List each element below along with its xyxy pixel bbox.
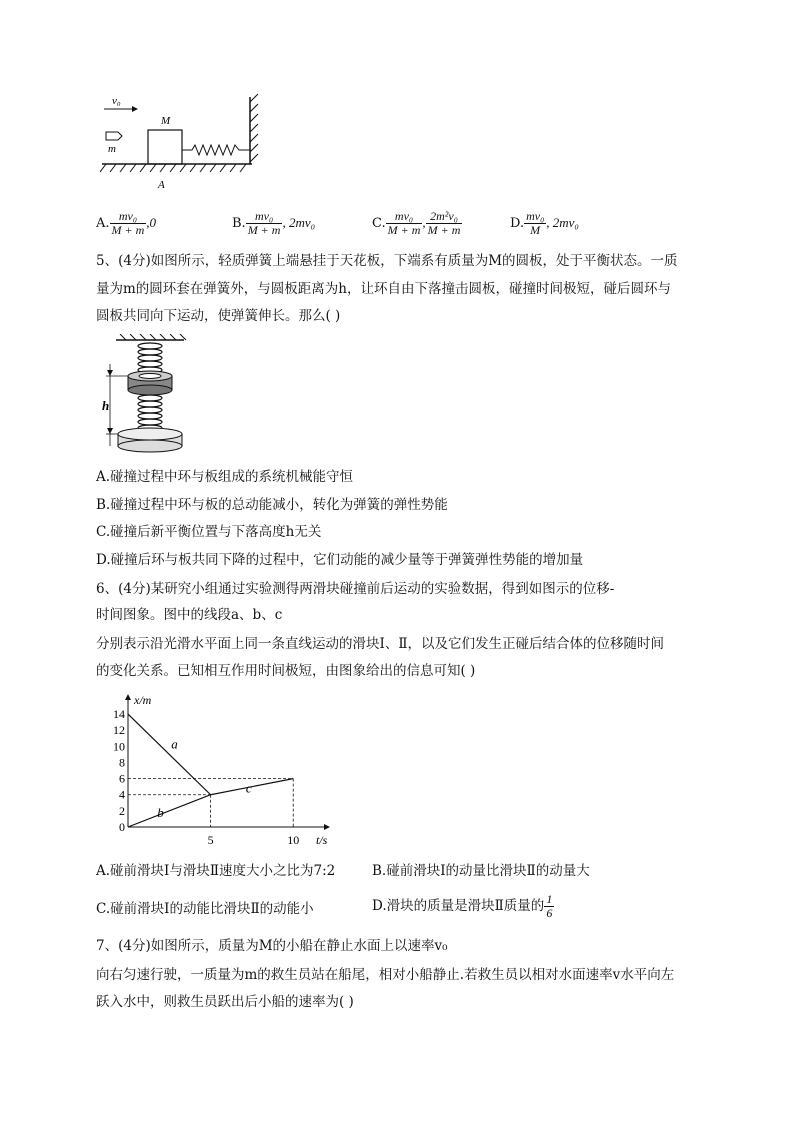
y-tick-label: 12: [113, 723, 125, 738]
y-tick-label: 4: [119, 787, 125, 802]
A-label: A: [158, 179, 165, 191]
q7-stem-line2: 向右匀速行驶，一质量为m的救生员站在船尾，相对小船静止.若救生员以相对水面速率v水平向左: [96, 967, 675, 983]
y-tick-label: 14: [113, 707, 125, 722]
q4-option-c[interactable]: C. $\frac{\text{mv₀}}{M + m}$ , $\frac{\text{2m²v₀}}{M + m}$: [372, 209, 461, 237]
y-axis-arrow: [125, 694, 131, 700]
M-label: M: [161, 115, 171, 127]
q6-option-d[interactable]: D.滑块的质量是滑块Ⅱ质量的 $\frac{1}{6}$: [372, 892, 553, 920]
v0-label: v₀: [112, 95, 121, 107]
series-label-c: c: [245, 780, 252, 796]
x-tick-label: 5: [207, 833, 214, 847]
q6-option-a[interactable]: A.碰前滑块Ⅰ与滑块Ⅱ速度大小之比为7:2: [96, 863, 336, 879]
q6-option-b[interactable]: B.碰前滑块Ⅰ的动量比滑块Ⅱ的动量大: [372, 863, 590, 879]
position-time-chart: [98, 694, 338, 852]
q5-option-c[interactable]: C.碰撞后新平衡位置与下落高度h无关: [96, 524, 322, 540]
q6-stem-line2: 时间图象。图中的线段a、b、c: [96, 607, 283, 623]
y-tick-label: 2: [119, 803, 125, 818]
series-line-c: [211, 779, 294, 795]
bullet-shape: [106, 132, 122, 140]
x-tick-label: 10: [287, 833, 300, 847]
block-M: [148, 130, 182, 164]
q5-option-a[interactable]: A.碰撞过程中环与板组成的系统机械能守恒: [96, 469, 354, 485]
q4-option-b[interactable]: B. $\frac{\text{mv₀}}{M + m}$ , 2mv₀: [232, 209, 316, 237]
series-label-b: b: [157, 804, 164, 820]
y-axis-label: x/m: [134, 694, 152, 707]
q5-stem-line1: 5、(4分)如图所示，轻质弹簧上端悬挂于天花板，下端系有质量为M的圆板，处于平衡状态。一质: [96, 253, 678, 269]
spring-ring-plate-figure: [98, 334, 208, 456]
m-label: m: [108, 143, 116, 155]
series-label-a: a: [171, 736, 178, 752]
y-tick-label: 0: [119, 820, 125, 834]
q5-option-b[interactable]: B.碰撞过程中环与板的总动能减小，转化为弹簧的弹性势能: [96, 497, 448, 513]
q6-option-c[interactable]: C.碰前滑块Ⅰ的动能比滑块Ⅱ的动能小: [96, 901, 314, 917]
spring: [182, 145, 250, 155]
x-axis-label: t/s: [316, 833, 328, 847]
q7-stem-line3: 跃入水中，则救生员跃出后小船的速率为( ): [96, 994, 354, 1010]
x-axis-arrow: [324, 824, 330, 830]
h-label: h: [102, 398, 110, 413]
q6-stem-line1: 6、(4分)某研究小组通过实验测得两滑块碰撞前后运动的实验数据，得到如图示的位移-: [96, 581, 615, 597]
y-tick-label: 6: [119, 771, 125, 786]
q4-option-d[interactable]: D. $\frac{\text{mv₀}}{M}$ , 2mv₀: [510, 209, 579, 237]
spring-block-figure: [100, 92, 270, 192]
q4-option-a[interactable]: A. $\frac{\text{mv₀}}{M + m}$ ,0: [96, 209, 157, 237]
q7-stem-line1: 7、(4分)如图所示，质量为M的小船在静止水面上以速率v₀: [96, 938, 448, 954]
q5-stem-line3: 圆板共同向下运动，使弹簧伸长。那么( ): [96, 308, 341, 324]
q6-stem-line4: 的变化关系。已知相互作用时间极短，由图象给出的信息可知( ): [96, 663, 476, 679]
y-tick-label: 10: [113, 739, 125, 754]
y-tick-label: 8: [119, 755, 125, 770]
q5-stem-line2: 量为m的圆环套在弹簧外，与圆板距离为h，让环自由下落撞击圆板，碰撞时间极短，碰后圆环与: [96, 281, 671, 297]
series-line-a: [128, 714, 211, 795]
q6-stem-line3: 分别表示沿光滑水平面上同一条直线运动的滑块Ⅰ、Ⅱ，以及它们发生正碰后结合体的位移随时间: [96, 636, 665, 652]
series-line-b: [128, 795, 211, 827]
q5-option-d[interactable]: D.碰撞后环与板共同下降的过程中，它们动能的减少量等于弹簧弹性势能的增加量: [96, 552, 584, 568]
